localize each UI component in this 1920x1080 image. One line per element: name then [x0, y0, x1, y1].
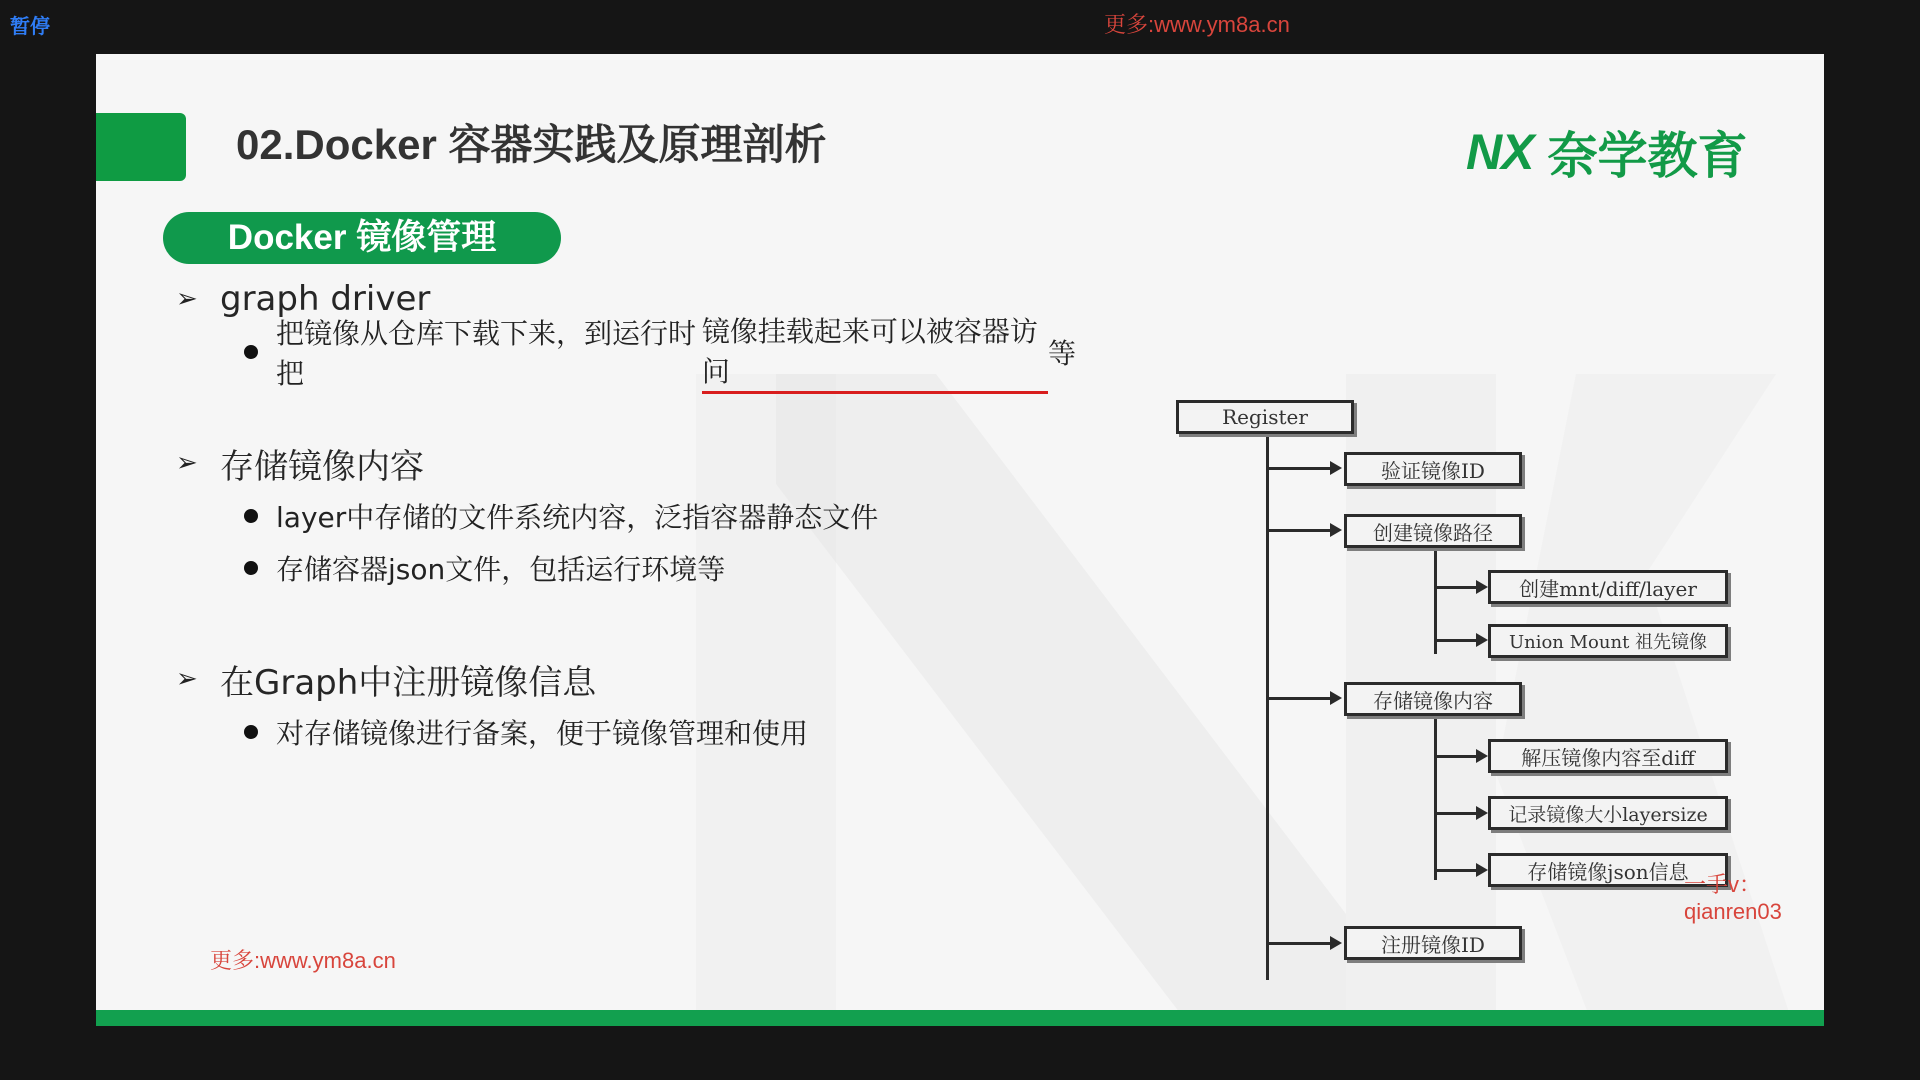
bullet-prefix: 把镜像从仓库下载下来，到运行时把 — [276, 317, 697, 390]
diagram-node-store-json: 存储镜像json信息 — [1488, 853, 1728, 887]
arrow-bullet-icon: ➢ — [176, 284, 198, 314]
flow-arrowhead-icon — [1330, 936, 1342, 950]
flow-arrowhead-icon — [1476, 633, 1488, 647]
bullet-text: layer中存储的文件系统内容，泛指容器静态文件 — [276, 501, 879, 534]
watermark-right: 一手v：qianren03 — [1684, 872, 1782, 924]
title-accent-bar — [96, 113, 186, 181]
image-registration-flow-diagram — [1176, 400, 1736, 1000]
content-group-storage — [176, 436, 1076, 594]
diagram-node-decompress: 解压镜像内容至diff — [1488, 739, 1728, 773]
bullet-item — [244, 490, 1076, 542]
flow-branch-line-create-path — [1434, 530, 1437, 654]
bullet-text: 对存储镜像进行备案，便于镜像管理和使用 — [276, 717, 809, 750]
heading-text: 存储镜像内容 — [220, 446, 424, 487]
slide-content — [176, 272, 1076, 816]
heading-text: graph driver — [220, 279, 431, 319]
flow-connector-line — [1266, 942, 1332, 945]
flow-connector-line — [1434, 755, 1478, 758]
flow-connector-line — [1266, 697, 1332, 700]
bullet-item — [244, 706, 1076, 758]
diagram-node-register-id: 注册镜像ID — [1344, 926, 1522, 960]
logo-text: 奈学教育 — [1547, 128, 1748, 184]
watermark-bottom: 更多:www.ym8a.cn — [210, 948, 396, 973]
flow-arrowhead-icon — [1476, 749, 1488, 763]
bullet-text: 存储容器json文件，包括运行环境等 — [276, 553, 726, 586]
heading-register — [176, 652, 1076, 706]
flow-connector-line — [1434, 639, 1478, 642]
bullet-dot-icon — [244, 509, 258, 523]
bullet-item — [244, 315, 1076, 390]
slide-bottom-bar — [96, 1010, 1824, 1026]
bullet-suffix: 等 — [1047, 337, 1076, 370]
bullet-dot-icon — [244, 345, 258, 359]
watermark-top: 更多:www.ym8a.cn — [1104, 12, 1290, 37]
pause-label[interactable]: 暂停 — [10, 14, 50, 38]
flow-connector-line — [1434, 812, 1478, 815]
diagram-node-verify-id: 验证镜像ID — [1344, 452, 1522, 486]
flow-arrowhead-icon — [1330, 461, 1342, 475]
flow-arrowhead-icon — [1330, 523, 1342, 537]
content-group-graph-driver — [176, 272, 1076, 390]
diagram-node-record-size: 记录镜像大小layersize — [1488, 796, 1728, 830]
presentation-slide — [96, 54, 1824, 1026]
flow-connector-line — [1434, 869, 1478, 872]
diagram-node-union-mount: Union Mount 祖先镜像 — [1488, 624, 1728, 658]
flow-connector-line — [1266, 467, 1332, 470]
flow-connector-line — [1434, 586, 1478, 589]
bullet-item — [244, 542, 1076, 594]
heading-storage — [176, 436, 1076, 490]
flow-connector-line — [1266, 529, 1332, 532]
heading-text: 在Graph中注册镜像信息 — [220, 662, 597, 703]
flow-main-vertical-line — [1266, 436, 1269, 980]
company-logo — [1466, 116, 1747, 188]
flow-arrowhead-icon — [1476, 863, 1488, 877]
flow-arrowhead-icon — [1476, 806, 1488, 820]
logo-mark-icon: NX — [1466, 124, 1534, 180]
diagram-node-create-layer: 创建mnt/diff/layer — [1488, 570, 1728, 604]
bullet-dot-icon — [244, 561, 258, 575]
arrow-bullet-icon: ➢ — [176, 664, 198, 694]
content-group-register — [176, 652, 1076, 758]
section-title-pill: Docker 镜像管理 — [163, 212, 561, 264]
arrow-bullet-icon: ➢ — [176, 448, 198, 478]
diagram-node-store-content: 存储镜像内容 — [1344, 682, 1522, 716]
slide-title: 02.Docker 容器实践及原理剖析 — [236, 121, 827, 168]
flow-arrowhead-icon — [1330, 691, 1342, 705]
diagram-node-register: Register — [1176, 400, 1354, 434]
flow-arrowhead-icon — [1476, 580, 1488, 594]
highlighted-text: 镜像挂载起来可以被容器访问 — [702, 310, 1048, 394]
diagram-node-create-path: 创建镜像路径 — [1344, 514, 1522, 548]
bullet-dot-icon — [244, 725, 258, 739]
flow-branch-line-store-content — [1434, 700, 1437, 880]
